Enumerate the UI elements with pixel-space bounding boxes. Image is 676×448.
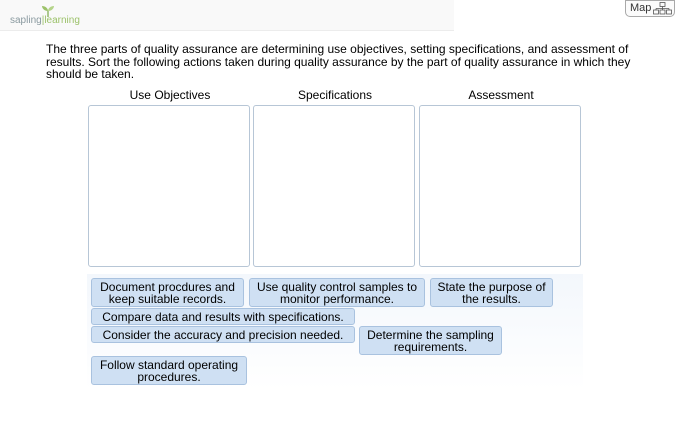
header-bar xyxy=(0,0,454,31)
tile-compare-data[interactable]: Compare data and results with specifications. xyxy=(91,308,355,325)
map-button[interactable] xyxy=(625,0,675,17)
map-button-label: Map xyxy=(630,2,652,14)
drop-zone-use-objectives[interactable] xyxy=(88,105,250,267)
question-instructions: The three parts of quality assurance are determining use objectives, setting specifications, and assessment of results. Sort the following actions taken during quality assurance by the part of quality assurance in which they should be taken. xyxy=(46,42,631,81)
logo-text-sapling: sapling xyxy=(10,15,42,26)
logo-separator: | xyxy=(41,15,45,26)
column-header-specifications: Specifications xyxy=(297,88,373,102)
column-header-use-objectives: Use Objectives xyxy=(129,88,211,102)
map-icon xyxy=(653,2,673,15)
drop-zone-assessment[interactable] xyxy=(419,105,581,267)
column-header-assessment: Assessment xyxy=(468,88,534,102)
drop-zone-specifications[interactable] xyxy=(253,105,415,267)
tile-document-procedures[interactable]: Document procdures and keep suitable records. xyxy=(91,278,244,307)
tile-determine-sampling[interactable]: Determine the sampling requirements. xyxy=(359,326,502,355)
tile-quality-control-samples[interactable]: Use quality control samples to monitor performance. xyxy=(249,278,425,307)
logo-text-learning: learning xyxy=(44,15,80,26)
sapling-learning-logo xyxy=(10,5,85,27)
tile-follow-sop[interactable]: Follow standard operating procedures. xyxy=(91,356,247,385)
tile-consider-accuracy[interactable]: Consider the accuracy and precision needed. xyxy=(91,326,355,343)
tile-state-purpose[interactable]: State the purpose of the results. xyxy=(430,278,553,307)
